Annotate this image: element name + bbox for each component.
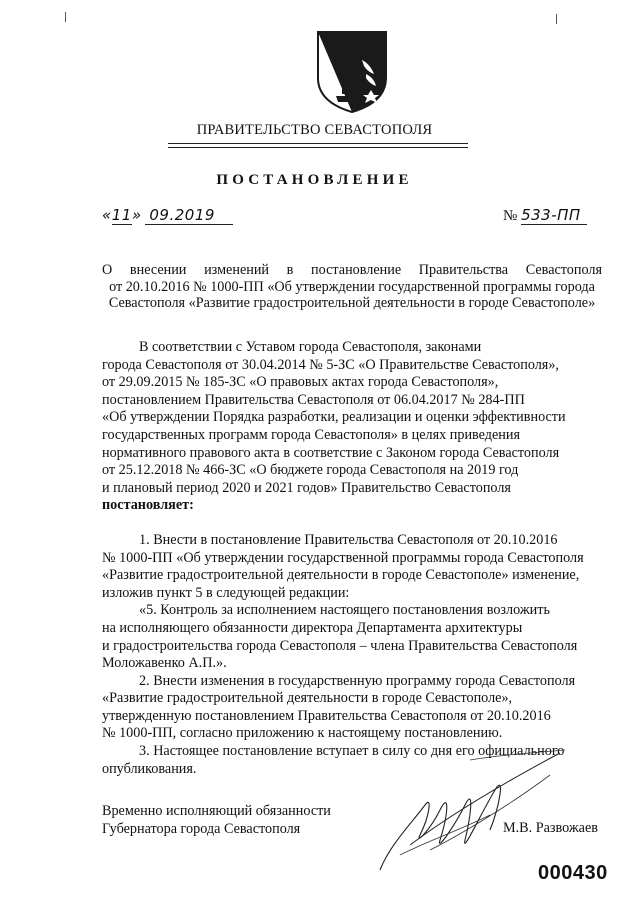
preamble-line: постановлением Правительства Севастополя от 06.04.2017 № 284-ПП: [102, 391, 525, 408]
item-1-quote-line: «5. Контроль за исполнением настоящего постановления возложить: [139, 602, 550, 619]
preamble-line: государственных программ города Севастополя» в целях приведения: [102, 426, 520, 443]
item-2-line: утвержденную постановлением Правительства Севастополя от 20.10.2016: [102, 707, 551, 724]
item-2-line: № 1000-ПП, согласно приложению к настоящему постановлению.: [102, 725, 503, 742]
item-1-line: № 1000-ПП «Об утверждении государственной программы города Севастополя: [102, 549, 584, 566]
registration-number: 000430: [538, 862, 608, 884]
item-2-line: «Развитие градостроительной деятельности в городе Севастополе»,: [102, 690, 513, 707]
signatory-position-line: Временно исполняющий обязанности: [102, 803, 331, 819]
date-day: 11: [111, 206, 132, 224]
number-sign: №: [503, 208, 518, 224]
item-3-line: 3. Настоящее постановление вступает в силу со дня его официального: [139, 743, 565, 760]
scan-mark-left: [65, 12, 66, 22]
subject-line: Севастополя «Развитие градостроительной деятельности в городе Севастополе»: [108, 295, 596, 311]
paragraph-gap: [102, 515, 605, 532]
item-1-line: изложив пункт 5 в следующей редакции:: [102, 584, 350, 601]
document-subject: [102, 262, 602, 312]
item-1-line: 1. Внести в постановление Правительства Севастополя от 20.10.2016: [139, 531, 558, 548]
item-1-quote-line: Моложавенко А.П.».: [102, 655, 227, 672]
header-rule-thick: [168, 143, 468, 144]
preamble-line: от 25.12.2018 № 466-ЗС «О бюджете города Севастополя на 2019 год: [102, 462, 519, 479]
handwritten-signature: [370, 745, 570, 875]
signatory-position-line: Губернатора города Севастополя: [102, 821, 301, 837]
government-title: ПРАВИТЕЛЬСТВО СЕВАСТОПОЛЯ: [196, 122, 433, 138]
date-close-quote: »: [131, 206, 142, 224]
document-body: [102, 339, 605, 778]
subject-line: О внесении изменений в постановление Правительства Севастополя: [102, 262, 602, 278]
subject-line: от 20.10.2016 № 1000-ПП «Об утверждении государственной программы города: [109, 278, 595, 295]
date-month-year: 09.2019: [145, 206, 233, 225]
item-3-line: опубликования.: [102, 760, 197, 777]
date-open-quote: «: [102, 206, 112, 224]
document-number: [503, 206, 587, 225]
header-rule-thin: [168, 147, 468, 148]
preamble-line: «Об утверждении Порядка разработки, реализации и оценки эффективности: [102, 409, 566, 426]
preamble-line: и плановый период 2020 и 2021 годов» Правительство Севастополя: [102, 479, 511, 496]
signatory-name: М.В. Развожаев: [503, 820, 598, 836]
scan-mark-right: [556, 14, 557, 24]
item-1-quote-line: и градостроительства города Севастополя – члена Правительства Севастополя: [102, 637, 578, 654]
item-2-line: 2. Внести изменения в государственную программу города Севастополя: [139, 672, 576, 689]
signatory-position: [102, 802, 331, 838]
preamble-line: от 29.09.2015 № 185-ЗС «О правовых актах города Севастополя»,: [102, 374, 499, 391]
preamble-line: города Севастополя от 30.04.2014 № 5-ЗС «О Правительстве Севастополя»,: [102, 356, 559, 373]
document-date: [102, 206, 233, 225]
number-value: 533-ПП: [521, 206, 587, 225]
document-type-title: ПОСТАНОВЛЕНИЕ: [216, 172, 413, 188]
item-1-quote-line: на исполняющего обязанности директора Департамента архитектуры: [102, 619, 523, 636]
resolves-word: постановляет:: [102, 497, 194, 514]
preamble-line: нормативного правового акта в соответствие с Законом города Севастополя: [102, 444, 560, 461]
preamble-line: В соответствии с Уставом города Севастополя, законами: [139, 339, 482, 355]
item-1-line: «Развитие градостроительной деятельности в городе Севастополе» изменение,: [102, 567, 580, 584]
sevastopol-coat-of-arms-emblem: [316, 30, 388, 114]
